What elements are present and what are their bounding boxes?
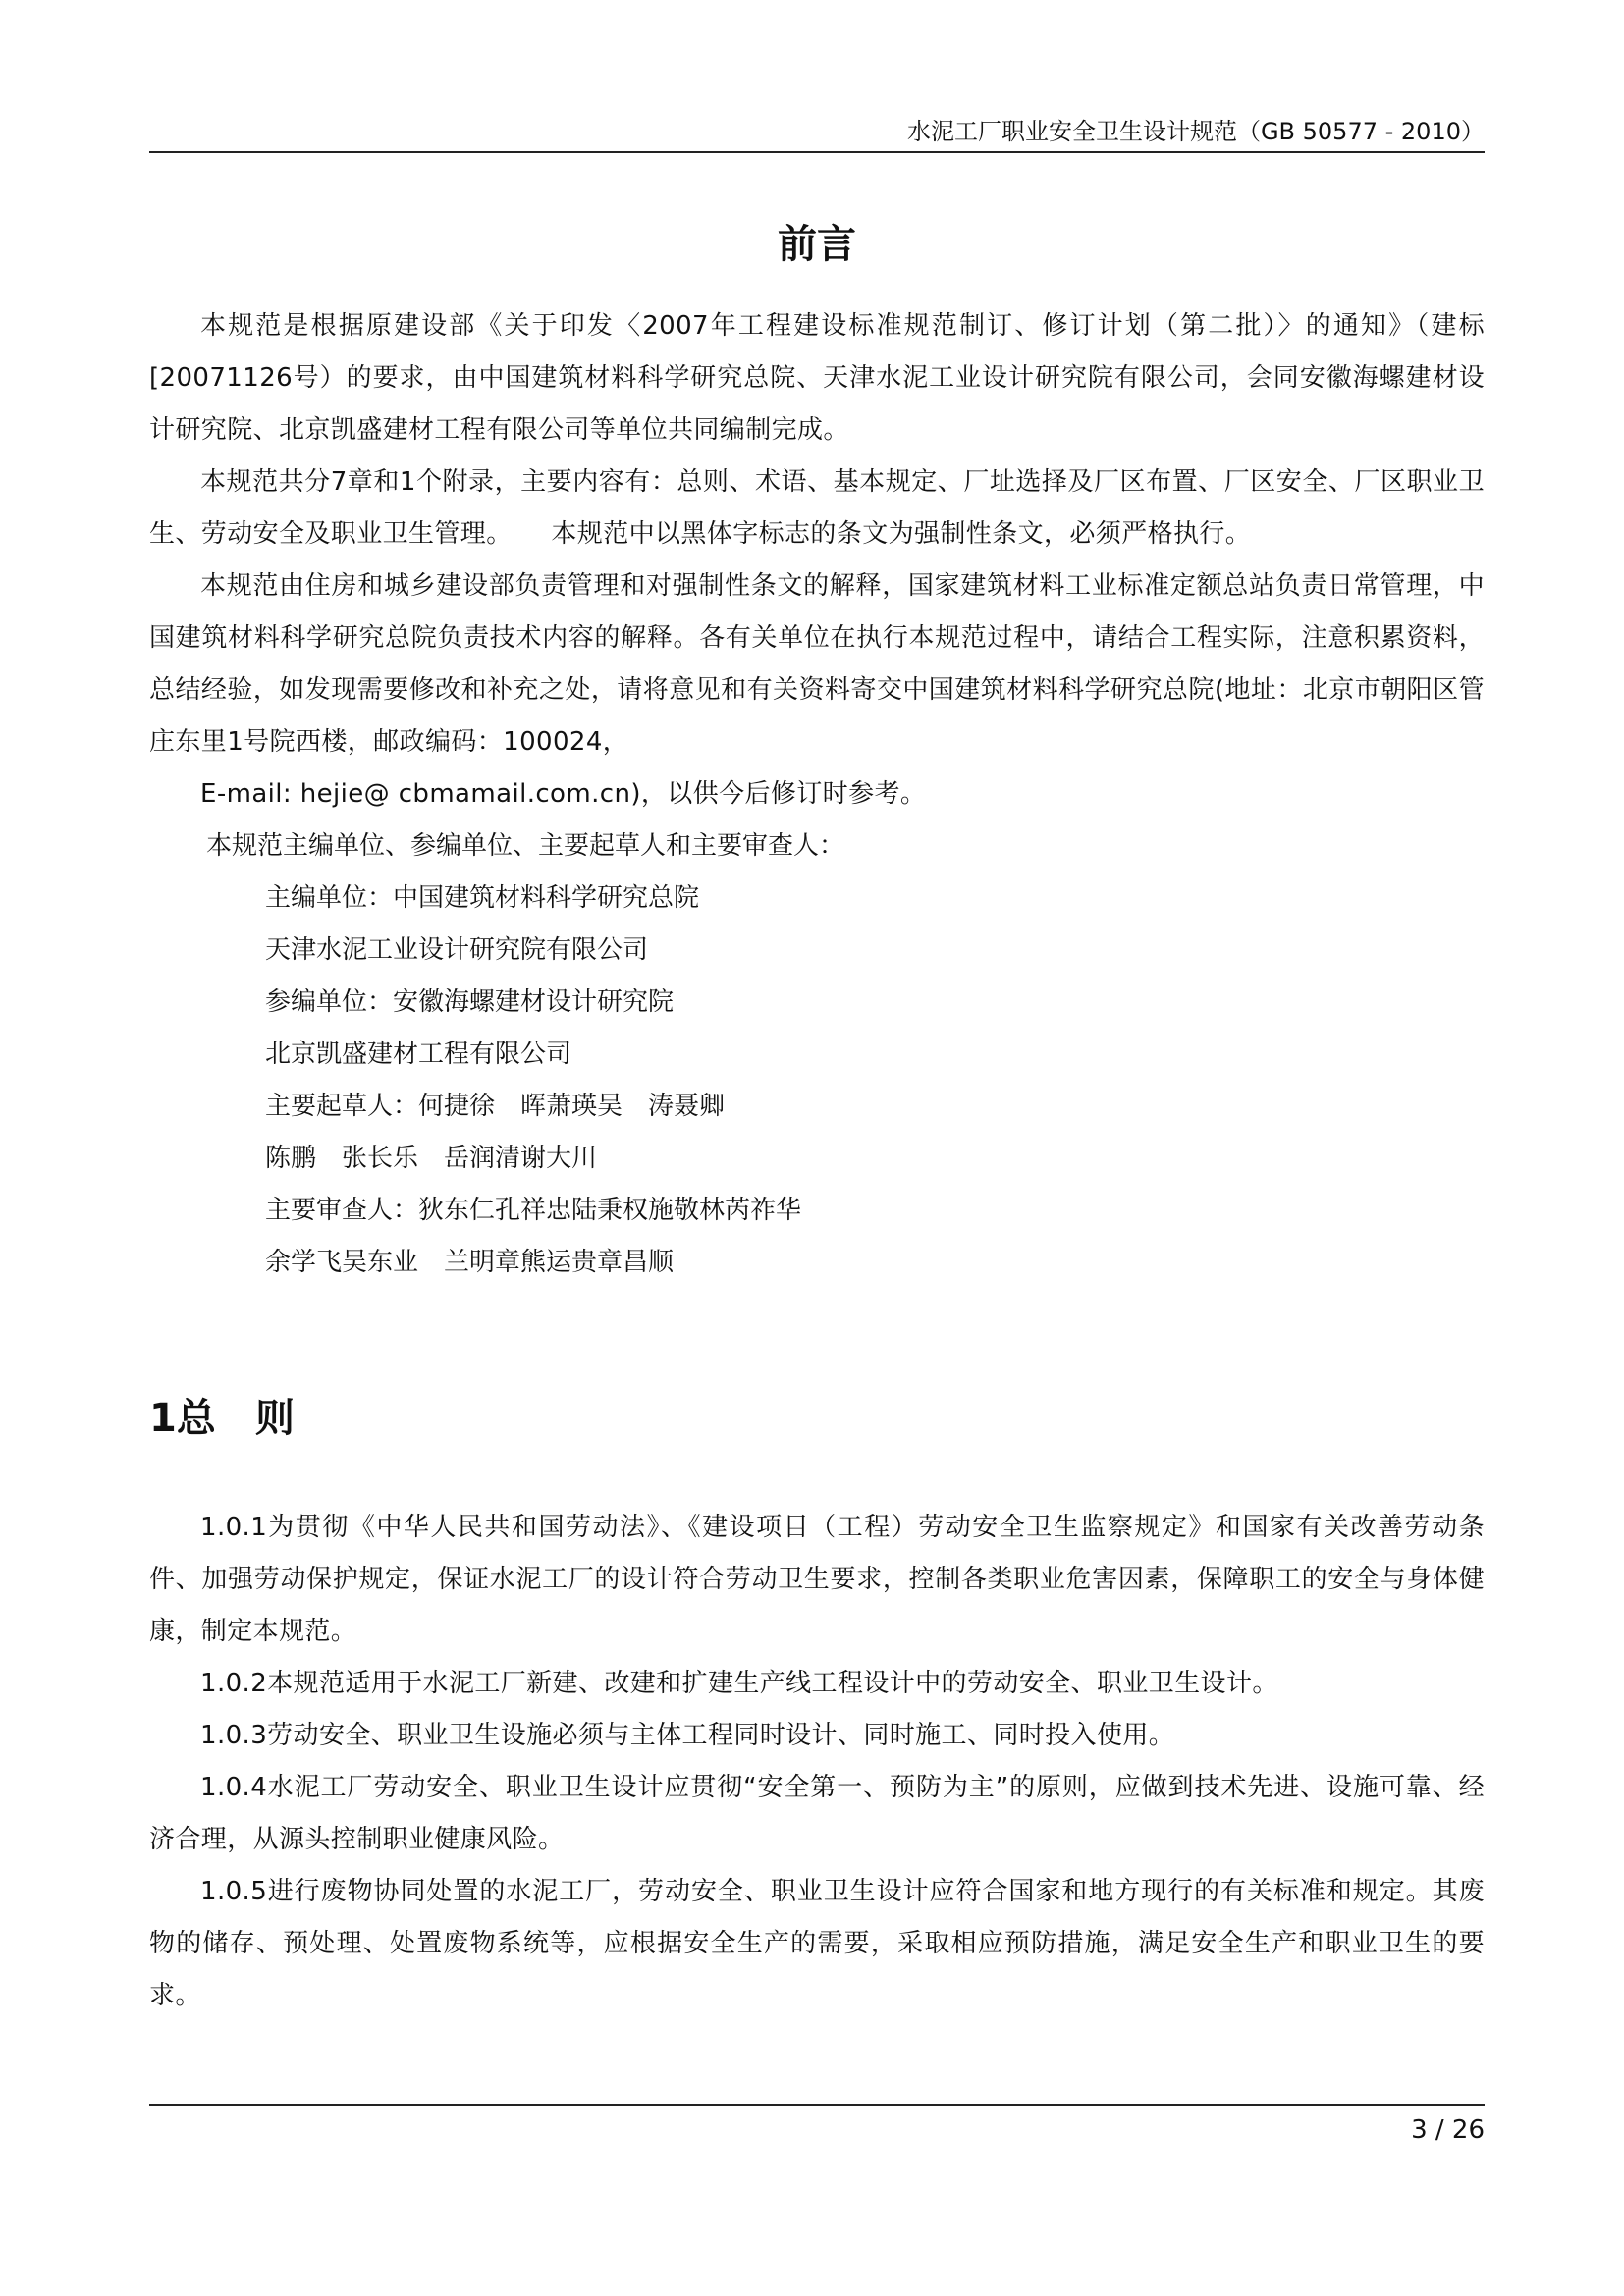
- clause-paragraph: 1.0.5进行废物协同处置的水泥工厂，劳动安全、职业卫生设计应符合国家和地方现行的有关标准和规定。其废物的储存、预处理、处置废物系统等，应根据安全生产的需要，采取相应预防措施，满足安全生产和职业卫生的要求。: [149, 1877, 1485, 2010]
- units-line: 陈鹏 张长乐 岳润清谢大川: [265, 1144, 598, 1173]
- clause-paragraph: 1.0.1为贯彻《中华人民共和国劳动法》、《建设项目（工程）劳动安全卫生监察规定》和国家有关改善劳动条件、加强劳动保护规定，保证水泥工厂的设计符合劳动卫生要求，控制各类职业危害因素，保障职工的安全与身体健康，制定本规范。: [149, 1513, 1485, 1646]
- units-line: 主编单位：中国建筑材料科学研究总院: [265, 883, 700, 913]
- preface-paragraph: 本规范由住房和城乡建设部负责管理和对强制性条文的解释，国家建筑材料工业标准定额总站负责日常管理，中国建筑材料科学研究总院负责技术内容的解释。各有关单位在执行本规范过程中，请结合工程实际，注意积累资料，总结经验，如发现需要修改和补充之处，请将意见和有关资料寄交中国建筑材料科学研究总院(地址：北京市朝阳区管庄东里1号院西楼，邮政编码：100024，: [149, 571, 1485, 757]
- clause-paragraph: 1.0.4水泥工厂劳动安全、职业卫生设计应贯彻“安全第一、预防为主”的原则，应做到技术先进、设施可靠、经济合理，从源头控制职业健康风险。: [149, 1773, 1485, 1854]
- units-line: 北京凯盛建材工程有限公司: [265, 1040, 572, 1069]
- units-line: 天津水泥工业设计研究院有限公司: [265, 935, 649, 965]
- footer-rule: [149, 2104, 1485, 2106]
- preface-paragraph: 本规范是根据原建设部《关于印发〈2007年工程建设标准规范制订、修订计划（第二批）〉的通知》（建标[20071126号）的要求，由中国建筑材料科学研究总院、天津水泥工业设计研究院有限公司，会同安徽海螺建材设计研究院、北京凯盛建材工程有限公司等单位共同编制完成。: [149, 311, 1485, 445]
- preface-paragraph: 本规范共分7章和1个附录，主要内容有：总则、术语、基本规定、厂址选择及厂区布置、厂区安全、厂区职业卫生、劳动安全及职业卫生管理。 本规范中以黑体字标志的条文为强制性条文，必须严格执行。: [149, 467, 1485, 549]
- units-line: 主要审查人：狄东仁孔祥忠陆秉权施敬林芮祚华: [265, 1196, 802, 1225]
- clause-paragraph: 1.0.3劳动安全、职业卫生设施必须与主体工程同时设计、同时施工、同时投入使用。: [200, 1721, 1175, 1750]
- units-line: 余学飞吴东业 兰明章熊运贵章昌顺: [265, 1248, 675, 1277]
- units-intro: 本规范主编单位、参编单位、主要起草人和主要审查人：: [206, 831, 845, 861]
- running-header: 水泥工厂职业安全卫生设计规范（GB 50577 - 2010）: [906, 118, 1485, 145]
- units-line: 主要起草人：何捷徐 晖萧瑛吴 涛聂卿: [265, 1092, 726, 1121]
- page-number: 3 / 26: [1411, 2115, 1485, 2145]
- chapter-title: 1总 则: [149, 1396, 295, 1441]
- preface-title: 前言: [778, 222, 856, 267]
- units-line: 参编单位：安徽海螺建材设计研究院: [265, 988, 675, 1017]
- header-rule: [149, 151, 1485, 153]
- preface-paragraph: E-mail: hejie@ cbmamail.com.cn)，以供今后修订时参考。: [200, 779, 927, 809]
- clause-paragraph: 1.0.2本规范适用于水泥工厂新建、改建和扩建生产线工程设计中的劳动安全、职业卫生设计。: [200, 1669, 1278, 1698]
- chapter-body: [149, 1502, 1485, 2022]
- preface-body: [149, 300, 1485, 1289]
